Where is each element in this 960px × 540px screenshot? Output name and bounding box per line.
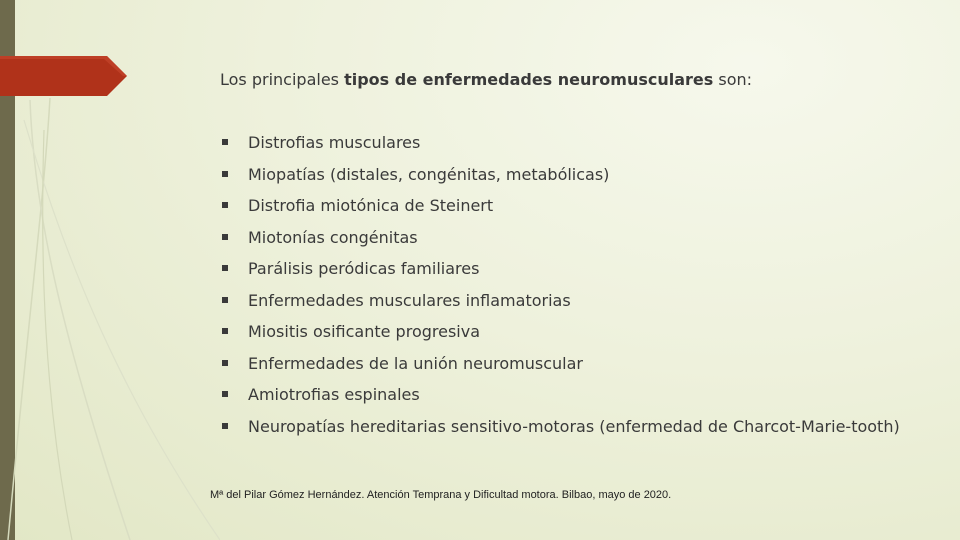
list-item (222, 354, 902, 386)
square-bullet-icon (222, 423, 228, 429)
footer-credit: Mª del Pilar Gómez Hernández. Atención Temprana y Dificultad motora. Bilbao, mayo de 2020. (210, 489, 672, 501)
intro-after: son: (718, 70, 753, 89)
list-item-text: Parálisis peródicas familiares (248, 259, 480, 278)
square-bullet-icon (222, 202, 228, 208)
list-item (222, 417, 902, 436)
square-bullet-icon (222, 297, 228, 303)
list-item-text: Enfermedades de la unión neuromuscular (248, 353, 583, 373)
list-item-text: Neuropatías hereditarias sensitivo-motoras (enfermedad de Charcot-Marie-tooth) (248, 416, 900, 436)
list-item (222, 291, 902, 323)
list-item-text: Amiotrofias espinales (248, 385, 420, 404)
list-item (222, 228, 902, 260)
arrow-tab-icon (0, 56, 127, 96)
intro-sentence (220, 70, 752, 89)
square-bullet-icon (222, 360, 228, 366)
disease-list (222, 133, 902, 436)
list-item (222, 385, 902, 417)
list-item (222, 196, 902, 228)
square-bullet-icon (222, 139, 228, 145)
square-bullet-icon (222, 391, 228, 397)
list-item-text: Enfermedades musculares inflamatorias (248, 290, 571, 310)
square-bullet-icon (222, 234, 228, 240)
square-bullet-icon (222, 171, 228, 177)
list-item-text: Miopatías (distales, congénitas, metabólicas) (248, 164, 610, 184)
list-item (222, 133, 902, 165)
list-item-text: Distrofia miotónica de Steinert (248, 196, 494, 215)
list-item-text: Miositis osificante progresiva (248, 322, 481, 341)
list-item (222, 322, 902, 354)
list-item (222, 259, 902, 291)
square-bullet-icon (222, 265, 228, 271)
list-item (222, 165, 902, 197)
list-item-text: Miotonías congénitas (248, 227, 418, 247)
list-item-text: Distrofias musculares (248, 133, 421, 152)
square-bullet-icon (222, 328, 228, 334)
intro-bold: tipos de enfermedades neuromusculares (344, 70, 714, 89)
intro-before: Los principales (220, 70, 339, 89)
